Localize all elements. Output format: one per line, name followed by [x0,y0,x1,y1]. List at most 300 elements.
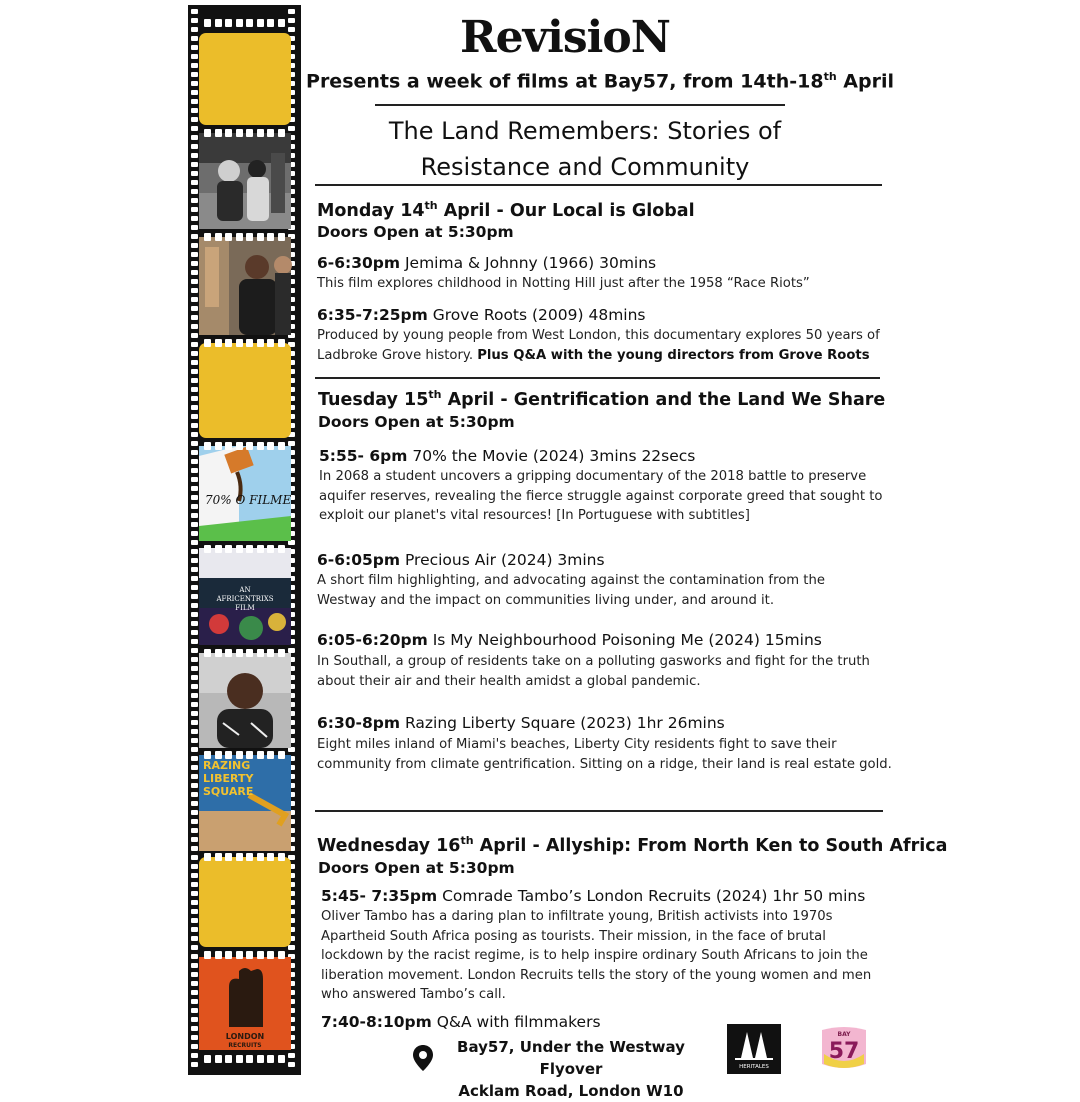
london-text-2: RECRUITS [228,1042,262,1049]
film-perforation [246,649,253,657]
film-perforation [191,810,198,815]
address-line-2: Acklam Road, London W10 [458,1082,684,1100]
film-perforation [246,442,253,450]
film-perforation [278,853,285,861]
film-perforation [191,324,198,329]
film-title: 70% the Movie (2024) 3mins 22secs [407,447,696,465]
film-title: Razing Liberty Square (2023) 1hr 26mins [400,714,725,732]
film-perforation [191,738,198,743]
film-perforation [191,135,198,140]
film-time: 6:35-7:25pm [317,306,428,324]
film-perforation [191,549,198,554]
film-perforation [278,442,285,450]
film-perforation [191,585,198,590]
film-perforation [191,27,198,32]
film-perforation [278,649,285,657]
film-perforation [191,702,198,707]
film-perforation [288,1062,295,1067]
film-perforation [257,129,264,137]
film-perforation [257,751,264,759]
film-perforation [191,999,198,1004]
heritales-logo [727,1024,781,1074]
bay57-small-text: BAY [837,1031,851,1038]
day-label: Wednesday 16 [317,835,461,856]
film-perforation [191,450,198,455]
film-perforation [191,963,198,968]
film-perforation [191,684,198,689]
film-perforation [215,339,222,347]
film-perforation [204,951,211,959]
film-perforation [225,19,232,27]
film-frame-yellow [199,33,291,125]
film-perforation [191,369,198,374]
film-perforation [191,972,198,977]
film-perforation [191,162,198,167]
film-perforation [191,936,198,941]
film-perforation [191,819,198,824]
divider [315,810,883,812]
film-perforation [191,441,198,446]
title-line-2: Resistance and Community [420,153,750,181]
film-perforation [191,630,198,635]
film-perforation [191,1062,198,1067]
day-heading-wednesday [317,834,947,856]
film-perforation [191,504,198,509]
film-perforation [191,774,198,779]
film-perforation-row [204,339,285,347]
film-perforation [191,954,198,959]
film-perforation [225,129,232,137]
film-description: Oliver Tambo has a daring plan to infiltrate young, British activists into 1970s Apartheid South Africa posing as tourists. Their mission, in the face of brutal lockdown by the racist regime, is to help inspire ordinary South Africans to join the liberation movement. London Recruits tells the story of the young women and men who answered Tambo’s call. [321,909,872,1002]
film-perforation [257,1055,264,1063]
film-perforation [191,1026,198,1031]
subtitle-sup: th [823,70,837,83]
film-perforation [225,1055,232,1063]
film-perforation [191,126,198,131]
film-perforation [246,853,253,861]
film-title: Jemima & Johnny (1966) 30mins [400,254,657,272]
film-perforation [191,99,198,104]
film-perforation [191,270,198,275]
film-perforation [191,405,198,410]
film-perforation [257,545,264,553]
film-perforation [267,19,274,27]
film-perforation [191,657,198,662]
film-frame-yellow [199,343,291,438]
film-perforation [215,442,222,450]
day-theme: April - Gentrification and the Land We Share [441,389,886,410]
film-time: 7:40-8:10pm [321,1013,432,1031]
film-perforation [191,540,198,545]
africentrix-text-1: AN [239,586,251,594]
africentrix-text-2: AFRICENTRIXS [216,595,274,603]
film-perforation [236,751,243,759]
film-title: Grove Roots (2009) 48mins [427,306,646,324]
film-perforation [191,432,198,437]
film-strip [188,5,301,1075]
london-text-1: LONDON [225,1032,265,1041]
film-perforation-row [204,129,285,137]
film-perforation [236,853,243,861]
film-perforation [191,864,198,869]
film-perforation [191,117,198,122]
film-perforation [225,545,232,553]
film-perforation [191,207,198,212]
film-perforation [191,576,198,581]
film-perforation [236,442,243,450]
film-perforation [225,233,232,241]
film-perforation [191,927,198,932]
film-time: 5:45- 7:35pm [321,887,438,905]
film-perforation [191,558,198,563]
film-perforation [215,233,222,241]
film-perforation [191,1017,198,1022]
divider [375,104,785,106]
film-perforation [267,853,274,861]
film-perforation [246,339,253,347]
film-time: 6-6:30pm [317,254,401,272]
revision-logo [440,12,690,63]
film-perforation [215,129,222,137]
film-perforation [191,792,198,797]
film-perforation [191,423,198,428]
film-perforation [215,853,222,861]
film-perforation-row [204,951,285,959]
film-perforation [257,649,264,657]
seventy-poster-text: 70% O FILME [205,493,292,507]
film-perforation [215,1055,222,1063]
film-perforation [191,225,198,230]
film-perforation [191,72,198,77]
film-perforation [204,1055,211,1063]
film-frame-london-recruits-poster [199,957,291,1050]
film-perforation [257,233,264,241]
subtitle-main: Presents a week of films at Bay57, from 14th-18 [306,70,824,93]
day-sup: th [424,199,438,212]
film-perforation [191,81,198,86]
film-perforation [191,90,198,95]
desc-text: Produced by young people from West London, this documentary explores 50 years of Ladbroke Grove history. [317,328,880,363]
africentrix-text-3: FILM [235,604,255,612]
film-perforation [191,45,198,50]
film-perforation [191,675,198,680]
film-frame-razing-poster [199,755,291,851]
film-perforation [204,233,211,241]
film-perforation [191,711,198,716]
film-perforation [267,233,274,241]
film-perforation [191,243,198,248]
razing-text-3: SQUARE [203,785,254,798]
film-perforation [257,442,264,450]
page-title [330,113,840,185]
doors-open: Doors Open at 5:30pm [317,223,514,241]
film-description: Eight miles inland of Miami's beaches, Liberty City residents fight to save their community from climate gentrification. Sitting on a ridge, their land is real estate gold. [317,737,892,772]
film-perforation [236,951,243,959]
film-perforation [191,387,198,392]
film-perforation [191,288,198,293]
film-perforation [191,198,198,203]
film-perforation [257,339,264,347]
film-perforation [257,853,264,861]
film-perforation [191,315,198,320]
film-perforation [288,9,295,14]
day-sup: th [460,834,474,847]
film-listing [321,887,865,905]
film-perforation [191,882,198,887]
film-perforation [191,801,198,806]
film-perforation [191,729,198,734]
film-description: In 2068 a student uncovers a gripping documentary of the 2018 battle to preserve aquifer reserves, revealing the fierce struggle against corporate greed that sought to exploit our planet's vital resources! [In Portuguese with subtitles] [319,469,883,523]
film-perforation [191,234,198,239]
film-perforation [191,351,198,356]
day-theme: April - Our Local is Global [437,200,695,221]
film-perforation [236,649,243,657]
film-perforation [267,649,274,657]
location-pin-icon [412,1044,434,1072]
film-listing [317,306,646,324]
day-heading-tuesday [318,388,885,410]
film-perforation [267,951,274,959]
film-perforation [236,19,243,27]
film-listing [317,551,605,569]
film-listing [317,631,822,649]
film-perforation [191,594,198,599]
film-time: 6:05-6:20pm [317,631,428,649]
film-frame-children-photo [199,133,291,229]
film-perforation [215,19,222,27]
film-perforation [191,756,198,761]
film-perforation [191,855,198,860]
film-perforation [225,649,232,657]
film-perforation [191,918,198,923]
film-perforation [191,909,198,914]
film-frame-africentrix-poster [199,548,291,645]
day-sup: th [428,388,442,401]
film-perforation [278,1055,285,1063]
film-frame-yellow [199,857,291,947]
doors-open: Doors Open at 5:30pm [318,859,515,877]
film-listing [321,1013,601,1031]
film-perforation [204,751,211,759]
film-perforation [191,396,198,401]
film-description: In Southall, a group of residents take on a polluting gasworks and fight for the truth about their air and their health amidst a global pandemic. [317,654,870,689]
film-perforation [191,9,198,14]
film-description [317,326,897,365]
film-title: Q&A with filmmakers [431,1013,601,1031]
film-perforation [288,1053,295,1058]
film-perforation [191,18,198,23]
film-perforation [191,54,198,59]
venue-address [436,1036,706,1102]
film-perforation [191,900,198,905]
film-listing [317,254,656,272]
film-perforation [267,339,274,347]
film-perforation [191,144,198,149]
film-perforation [191,333,198,338]
film-perforation [191,360,198,365]
event-subtitle [300,70,900,92]
film-perforation [267,751,274,759]
film-perforation-row [204,649,285,657]
film-perforation [191,378,198,383]
film-time: 6-6:05pm [317,551,401,569]
day-label: Tuesday 15 [318,389,429,410]
film-time: 5:55- 6pm [319,447,408,465]
film-perforation-row [204,1055,285,1063]
film-perforation [191,342,198,347]
film-perforation [246,951,253,959]
film-perforation [236,339,243,347]
film-perforation [278,129,285,137]
film-perforation [288,126,295,131]
film-perforation [191,891,198,896]
film-perforation [204,339,211,347]
film-perforation [191,1053,198,1058]
film-perforation [191,765,198,770]
film-perforation [191,279,198,284]
film-perforation [191,414,198,419]
film-perforation [215,751,222,759]
film-perforation [278,751,285,759]
day-theme: April - Allyship: From North Ken to South Africa [473,835,948,856]
logo-text: RevisioN [460,12,670,63]
film-perforation [236,545,243,553]
film-perforation [204,545,211,553]
film-perforation [191,747,198,752]
heritales-text: HERITALES [739,1064,769,1070]
film-perforation [191,513,198,518]
film-perforation [191,648,198,653]
film-perforation-row [204,853,285,861]
film-perforation [191,153,198,158]
film-perforation [191,828,198,833]
film-perforation [191,621,198,626]
film-frame-woman-portrait [199,653,291,748]
subtitle-end: April [836,70,894,93]
film-perforation [191,846,198,851]
film-perforation [191,783,198,788]
film-perforation [288,945,295,950]
film-perforation [257,19,264,27]
film-perforation [246,19,253,27]
film-perforation [267,545,274,553]
film-perforation [191,261,198,266]
film-perforation [191,108,198,113]
film-perforation [204,442,211,450]
film-perforation [191,189,198,194]
day-heading-monday [317,199,695,221]
film-perforation [191,603,198,608]
film-perforation [191,693,198,698]
film-perforation [204,853,211,861]
film-perforation [278,19,285,27]
film-perforation [215,545,222,553]
film-perforation [191,216,198,221]
bay57-logo [816,1024,872,1072]
film-perforation [191,567,198,572]
film-perforation-row [204,442,285,450]
film-perforation [191,1008,198,1013]
razing-text-2: LIBERTY [203,772,254,785]
bay57-number-text: 57 [828,1039,860,1064]
film-perforation-row [204,233,285,241]
film-perforation [257,951,264,959]
film-perforation [288,18,295,23]
film-perforation [191,981,198,986]
film-perforation [191,522,198,527]
film-perforation [191,495,198,500]
day-label: Monday 14 [317,200,425,221]
film-time: 6:30-8pm [317,714,401,732]
film-frame-70-poster [199,446,291,541]
film-perforation [204,129,211,137]
film-perforation [191,486,198,491]
film-perforation [215,951,222,959]
film-perforation [191,306,198,311]
film-title: Is My Neighbourhood Poisoning Me (2024) 15mins [427,631,822,649]
desc-bold-text: Plus Q&A with the young directors from Grove Roots [477,347,870,363]
divider [315,377,880,379]
film-perforation [236,1055,243,1063]
film-perforation [191,1035,198,1040]
film-perforation [191,252,198,257]
film-description: A short film highlighting, and advocating against the contamination from the Westway and the impact on communities living under, and around it. [317,573,825,608]
film-perforation [246,129,253,137]
film-perforation [267,129,274,137]
film-perforation [191,720,198,725]
razing-text-1: RAZING [203,759,251,772]
film-perforation [246,751,253,759]
film-perforation [267,1055,274,1063]
film-perforation [236,233,243,241]
film-perforation [191,666,198,671]
film-perforation [191,837,198,842]
film-perforation [278,951,285,959]
film-perforation [225,951,232,959]
film-description: This film explores childhood in Notting Hill just after the 1958 “Race Riots” [317,276,810,291]
doors-open: Doors Open at 5:30pm [318,413,515,431]
film-perforation [191,990,198,995]
film-perforation [278,339,285,347]
film-title: Comrade Tambo’s London Recruits (2024) 1hr 50 mins [437,887,866,905]
film-listing [319,447,695,465]
divider [315,184,882,186]
title-line-1: The Land Remembers: Stories of [388,117,782,145]
film-perforation [191,171,198,176]
film-perforation [191,1044,198,1049]
film-perforation [225,751,232,759]
film-perforation [191,63,198,68]
film-frame-street-photo [199,237,291,335]
film-perforation [225,442,232,450]
film-perforation [191,297,198,302]
film-perforation [191,477,198,482]
film-perforation [191,612,198,617]
film-perforation [267,442,274,450]
film-perforation [225,853,232,861]
address-line-1: Bay57, Under the Westway Flyover [457,1038,685,1078]
film-perforation [191,873,198,878]
film-perforation-row [204,545,285,553]
film-perforation [191,639,198,644]
film-perforation [191,945,198,950]
film-perforation [204,649,211,657]
film-perforation [191,180,198,185]
film-perforation [246,233,253,241]
film-perforation [246,1055,253,1063]
film-perforation [191,531,198,536]
film-perforation [191,36,198,41]
